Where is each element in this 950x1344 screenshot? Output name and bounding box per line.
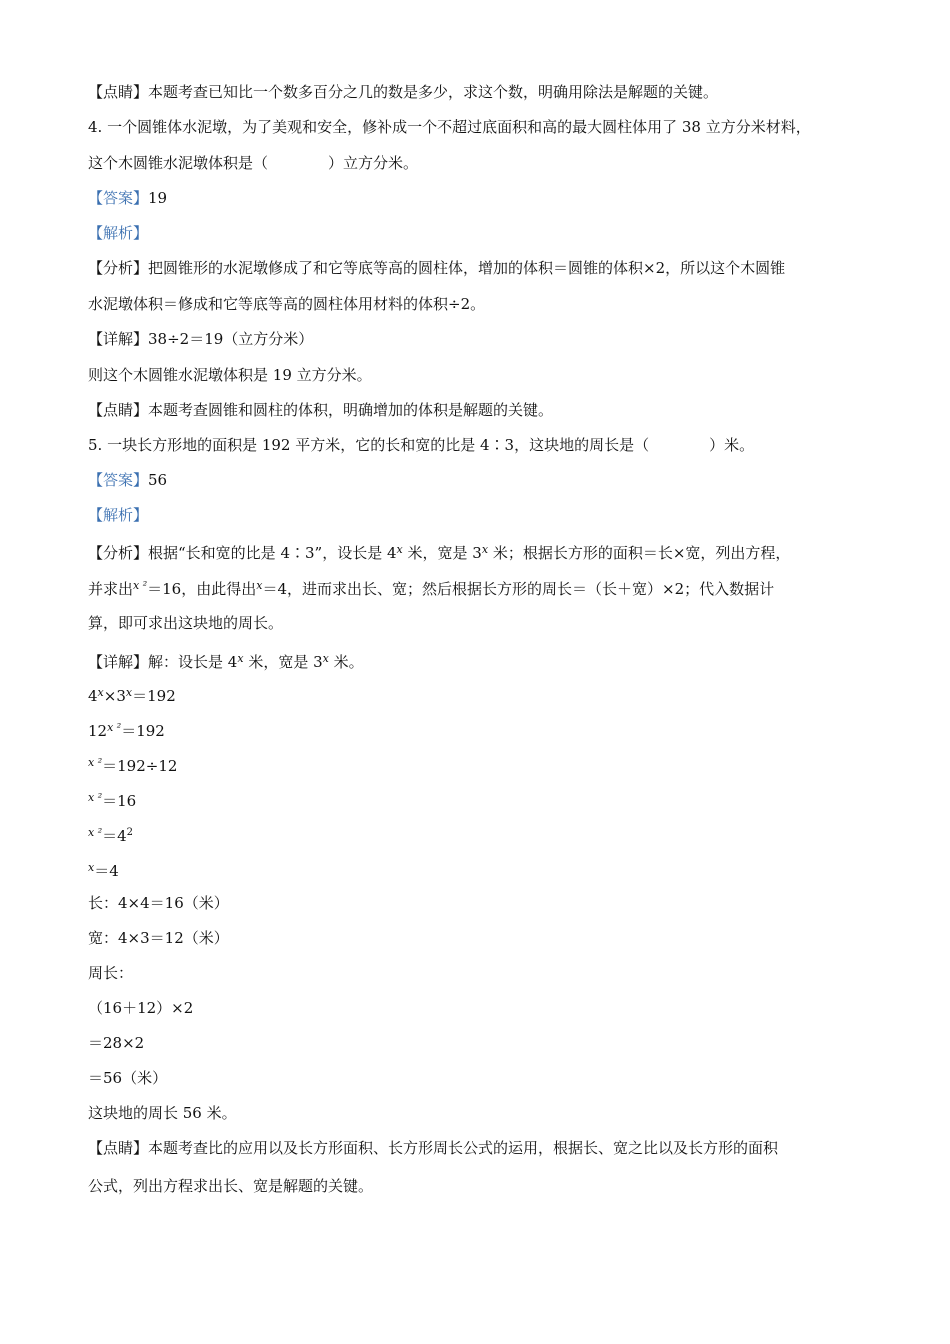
analysis-text: 根据“长和宽的比是 4∶3”，设长是 4 [148, 544, 397, 562]
width-line: 宽：4×3＝12（米） [88, 929, 229, 947]
equation-text: ＝192÷12 [102, 757, 178, 775]
question-4-line-2: 这个木圆锥水泥墩体积是（ ）立方分米。 [88, 154, 419, 172]
analysis-5-heading: 【解析】 [88, 506, 149, 524]
answer-tag: 【答案】 [88, 471, 149, 489]
equation-text: ＝16 [102, 792, 137, 810]
analysis-text: 把圆锥形的水泥墩修成了和它等底等高的圆柱体，增加的体积＝圆锥的体积×2，所以这个木圆锥 [148, 259, 786, 277]
conclusion-line: 这块地的周长 56 米。 [88, 1104, 237, 1122]
detail-5-line-1 [88, 649, 364, 672]
answer-value: 56 [148, 471, 168, 489]
pointer-tag: 【点睛】 [88, 83, 149, 101]
perimeter-step-2: ＝28×2 [88, 1034, 145, 1052]
analysis-5-line-2 [88, 576, 774, 599]
pointer-tag: 【点睛】 [88, 401, 149, 419]
variable-x-squared: x ² [88, 756, 103, 769]
question-4-line-1: 4. 一个圆锥体水泥墩，为了美观和安全，修补成一个不超过底面积和高的最大圆柱体用了 38 立方分米材料， [88, 118, 811, 136]
exponent: 2 [126, 827, 134, 838]
variable-x: x [237, 652, 244, 665]
equation-line-2 [88, 718, 165, 741]
analysis-tag: 【分析】 [88, 544, 149, 562]
equation-text: ＝4 [102, 827, 127, 845]
pointer-5-line-2: 公式，列出方程求出长、宽是解题的关键。 [88, 1177, 374, 1195]
detail-tag: 【详解】 [88, 653, 149, 671]
answer-4-line [88, 188, 167, 208]
variable-x-squared: x ² [133, 579, 148, 592]
analysis-4-line-2: 水泥墩体积＝修成和它等底等高的圆柱体用材料的体积÷2。 [88, 295, 486, 313]
pointer-tag: 【点睛】 [88, 1139, 149, 1157]
pointer-5-line-1 [88, 1138, 778, 1158]
variable-x: x [256, 579, 263, 592]
variable-x: x [481, 543, 489, 556]
equation-text: ×3 [103, 687, 126, 705]
answer-5-line [88, 470, 167, 490]
equation-line-4 [88, 788, 136, 811]
variable-x: x [88, 861, 95, 874]
answer-value: 19 [148, 189, 168, 207]
perimeter-step-1: （16＋12）×2 [88, 999, 194, 1017]
equation-text: ＝192 [121, 722, 165, 740]
analysis-5-line-3: 算，即可求出这块地的周长。 [88, 614, 284, 632]
equation-text: 12 [88, 722, 108, 740]
equation-text: ＝192 [132, 687, 176, 705]
length-line: 长：4×4＝16（米） [88, 894, 229, 912]
equation-text: 4 [88, 687, 98, 705]
detail-text: 解：设长是 4 [148, 653, 238, 671]
analysis-text: ＝4，进而求出长、宽；然后根据长方形的周长＝（长＋宽）×2；代入数据计 [262, 580, 775, 598]
analysis-text: ＝16，由此得出 [147, 580, 257, 598]
pointer-text: 本题考查已知比一个数多百分之几的数是多少，求这个数，明确用除法是解题的关键。 [148, 83, 719, 101]
pointer-text: 本题考查圆锥和圆柱的体积，明确增加的体积是解题的关键。 [148, 401, 554, 419]
pointer-note-line [88, 82, 718, 102]
equation-text: ＝4 [94, 862, 119, 880]
equation-line-1 [88, 683, 176, 706]
pointer-4-line [88, 400, 553, 420]
equation-line-3 [88, 753, 177, 776]
variable-x-squared: x ² [107, 721, 122, 734]
variable-x-squared: x ² [88, 826, 103, 839]
detail-text: 38÷2＝19（立方分米） [148, 330, 314, 348]
detail-text: 米。 [328, 653, 364, 671]
variable-x: x [322, 652, 329, 665]
answer-tag: 【答案】 [88, 189, 149, 207]
detail-4-line-2: 则这个木圆锥水泥墩体积是 19 立方分米。 [88, 366, 372, 384]
variable-x-squared: x ² [88, 791, 103, 804]
question-5-line: 5. 一块长方形地的面积是 192 平方米，它的长和宽的比是 4∶3，这块地的周长是（ ）米。 [88, 436, 755, 454]
detail-4-line-1 [88, 329, 313, 349]
analysis-text: 米，宽是 3 [402, 544, 482, 562]
detail-tag: 【详解】 [88, 330, 149, 348]
analysis-5-line-1 [88, 540, 790, 563]
variable-x: x [396, 543, 403, 556]
perimeter-label: 周长： [88, 964, 134, 982]
pointer-text: 本题考查比的应用以及长方形面积、长方形周长公式的运用，根据长、宽之比以及长方形的面积 [148, 1139, 779, 1157]
analysis-4-line-1 [88, 258, 785, 278]
analysis-tag: 【分析】 [88, 259, 149, 277]
analysis-4-heading: 【解析】 [88, 224, 149, 242]
equation-line-6 [88, 858, 119, 881]
perimeter-step-3: ＝56（米） [88, 1069, 168, 1087]
analysis-text: 并求出 [88, 580, 134, 598]
analysis-text: 米；根据长方形的面积＝长×宽，列出方程， [488, 544, 791, 562]
detail-text: 米，宽是 3 [243, 653, 323, 671]
variable-x: x [125, 686, 133, 699]
variable-x: x [97, 686, 104, 699]
equation-line-5 [88, 823, 133, 846]
